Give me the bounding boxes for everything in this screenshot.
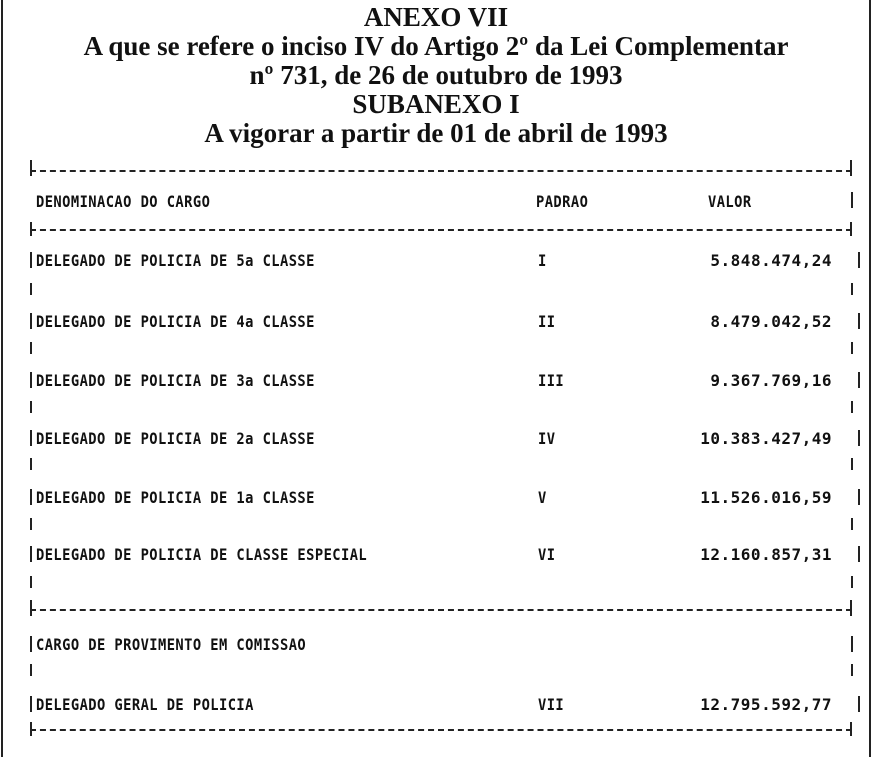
table-border-tick <box>851 192 853 208</box>
row-valor: 12.160.857,31 <box>700 545 832 564</box>
table-border-tick <box>851 458 853 470</box>
table-border-tick <box>851 636 853 652</box>
table-border-tick <box>858 313 860 329</box>
section-title: CARGO DE PROVIMENTO EM COMISSAO <box>36 635 307 654</box>
table-border-tick <box>858 696 860 712</box>
table-border-tick <box>30 576 32 588</box>
table-border-tick <box>30 283 32 295</box>
row-padrao: III <box>538 371 565 390</box>
column-header-valor: VALOR <box>708 192 752 211</box>
table-border-tick <box>858 489 860 505</box>
row-padrao: II <box>538 312 556 331</box>
table-border-tick <box>851 576 853 588</box>
table-border-tick <box>30 664 32 676</box>
table-border-tick <box>858 546 860 562</box>
table-bottom-border <box>30 729 852 731</box>
row-valor: 9.367.769,16 <box>710 371 832 390</box>
table-border-tick <box>30 313 32 329</box>
table-border-tick <box>850 722 852 736</box>
row-padrao: VI <box>538 545 556 564</box>
table-border-tick <box>30 160 32 176</box>
row-valor: 12.795.592,77 <box>700 695 832 714</box>
row-padrao: IV <box>538 429 556 448</box>
column-header-padrao: PADRAO <box>536 192 589 211</box>
row-valor: 10.383.427,49 <box>700 429 832 448</box>
row-cargo: DELEGADO DE POLICIA DE 5a CLASSE <box>36 251 315 270</box>
table-border-tick <box>30 600 32 616</box>
row-cargo: DELEGADO GERAL DE POLICIA <box>36 695 254 714</box>
annex-law-date: nº 731, de 26 de outubro de 1993 <box>249 60 623 90</box>
section-separator <box>30 609 852 611</box>
table-border-tick <box>30 401 32 413</box>
row-padrao: V <box>538 488 547 507</box>
table-border-tick <box>30 696 32 712</box>
subannex-title: SUBANEXO I <box>352 89 520 119</box>
table-border-tick <box>30 722 32 736</box>
table-border-tick <box>850 222 852 236</box>
table-border-tick <box>851 518 853 530</box>
row-cargo: DELEGADO DE POLICIA DE 3a CLASSE <box>36 371 315 390</box>
annex-title: ANEXO VII <box>363 2 509 32</box>
table-border-tick <box>30 458 32 470</box>
row-padrao: I <box>538 251 547 270</box>
table-border-tick <box>850 160 852 176</box>
row-cargo: DELEGADO DE POLICIA DE 1a CLASSE <box>36 488 315 507</box>
table-border-tick <box>30 489 32 505</box>
table-border-tick <box>30 636 32 652</box>
table-border-tick <box>30 546 32 562</box>
row-valor: 11.526.016,59 <box>700 488 832 507</box>
table-border-tick <box>30 372 32 388</box>
table-border-tick <box>858 430 860 446</box>
table-border-tick <box>851 664 853 676</box>
effective-date: A vigorar a partir de 01 de abril de 1993 <box>204 118 668 148</box>
row-padrao: VII <box>538 695 565 714</box>
table-border-tick <box>30 222 32 236</box>
table-border-tick <box>850 600 852 616</box>
row-valor: 5.848.474,24 <box>710 251 832 270</box>
table-border-tick <box>851 283 853 295</box>
table-border-tick <box>858 252 860 268</box>
table-border-tick <box>858 372 860 388</box>
row-cargo: DELEGADO DE POLICIA DE CLASSE ESPECIAL <box>36 545 368 564</box>
table-border-tick <box>851 401 853 413</box>
row-cargo: DELEGADO DE POLICIA DE 4a CLASSE <box>36 312 315 331</box>
table-top-border <box>30 170 852 172</box>
row-valor: 8.479.042,52 <box>710 312 832 331</box>
document-header <box>0 0 872 148</box>
annex-reference: A que se refere o inciso IV do Artigo 2º da Lei Complementar <box>83 31 789 61</box>
table-border-tick <box>851 342 853 354</box>
table-border-tick <box>30 430 32 446</box>
header-separator <box>30 229 852 231</box>
column-header-cargo: DENOMINACAO DO CARGO <box>36 192 211 211</box>
row-cargo: DELEGADO DE POLICIA DE 2a CLASSE <box>36 429 315 448</box>
table-border-tick <box>30 342 32 354</box>
table-border-tick <box>30 252 32 268</box>
table-border-tick <box>30 518 32 530</box>
